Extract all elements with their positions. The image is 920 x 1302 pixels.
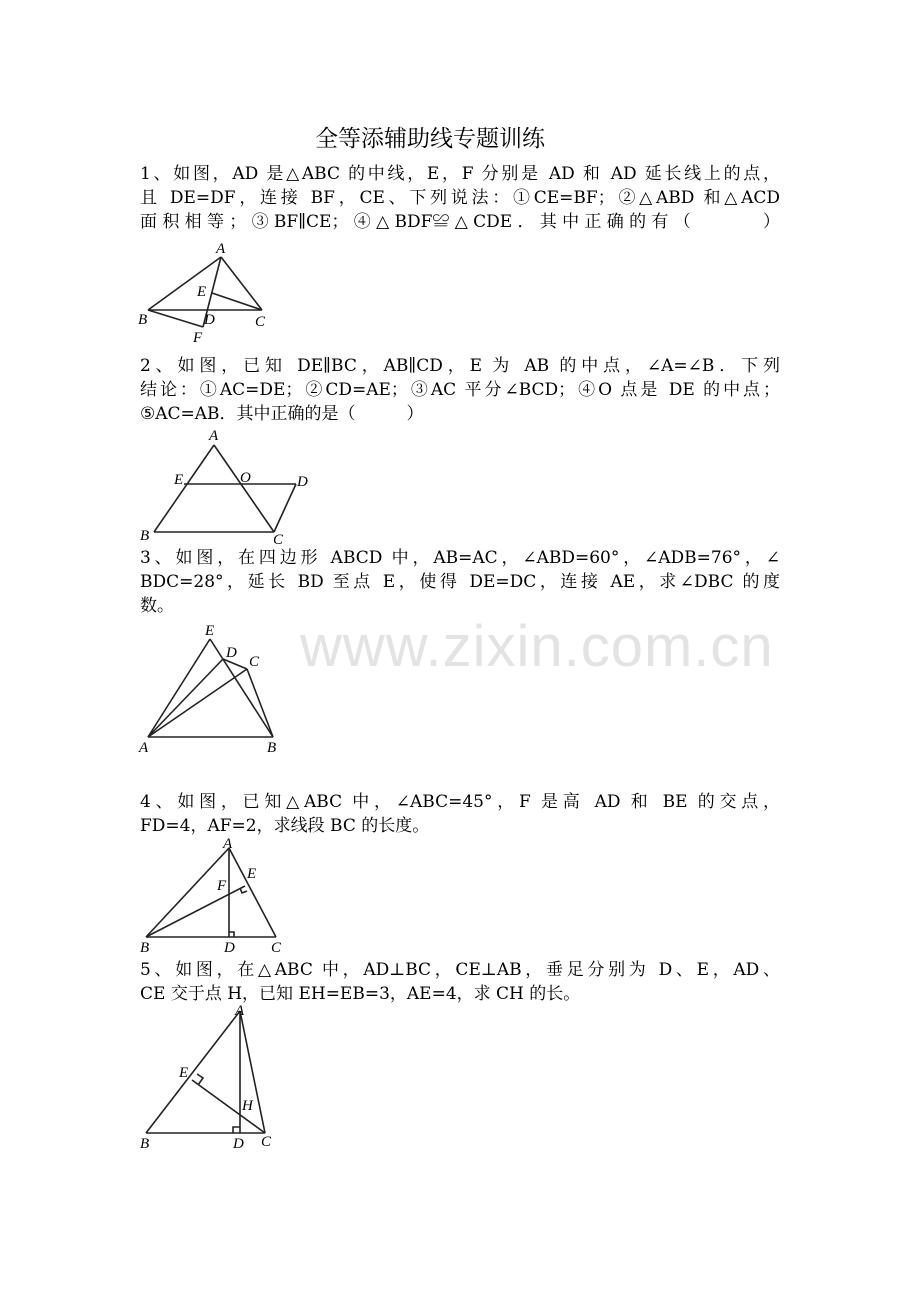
label-C: C — [261, 1134, 272, 1150]
label-E: E — [179, 1065, 189, 1081]
problem-4-line: 4、如图，已知△ABC 中，∠ABC=45°，F 是高 AD 和 BE 的交点， — [140, 792, 780, 812]
figure-1 — [138, 241, 266, 346]
label-O: O — [240, 470, 251, 486]
label-C: C — [271, 940, 282, 956]
label-C: C — [273, 532, 284, 548]
label-H: H — [242, 1098, 253, 1114]
label-B: B — [140, 528, 150, 544]
label-B: B — [140, 1136, 150, 1152]
label-F: F — [217, 878, 227, 894]
label-A: A — [209, 428, 219, 444]
problem-3-line: 3、如图，在四边形 ABCD 中，AB=AC，∠ABD=60°，∠ADB=76°，∠ — [140, 548, 780, 568]
label-D: D — [226, 645, 237, 661]
problem-1-line: 面积相等；③BF∥CE；④△BDF≌△CDE．其中正确的有（ ） — [140, 212, 780, 232]
label-A: A — [139, 740, 149, 756]
label-C: C — [255, 314, 266, 330]
label-B: B — [140, 940, 150, 956]
label-B: B — [267, 740, 277, 756]
label-E: E — [197, 284, 207, 300]
figure-4 — [140, 836, 282, 956]
label-D: D — [233, 1136, 244, 1152]
label-A: A — [216, 241, 226, 257]
page-title: 全等添辅助线专题训练 — [315, 126, 545, 152]
label-E: E — [247, 866, 257, 882]
problem-5-line: CE 交于点 H，已知 EH=EB=3，AE=4，求 CH 的长。 — [140, 984, 581, 1004]
problem-4-line: FD=4，AF=2，求线段 BC 的长度。 — [140, 816, 430, 836]
label-D: D — [224, 940, 235, 956]
label-C: C — [249, 654, 260, 670]
label-D: D — [204, 312, 215, 328]
problem-3-line: 数。 — [140, 596, 174, 616]
label-A: A — [223, 836, 233, 852]
label-F: F — [193, 330, 203, 346]
label-E: E — [205, 623, 215, 639]
problem-1-line: 1、如图，AD 是△ABC 的中线，E，F 分别是 AD 和 AD 延长线上的点， — [140, 164, 780, 184]
problem-5-line: 5、如图，在△ABC 中，AD⊥BC，CE⊥AB，垂足分别为 D、E，AD、 — [140, 960, 780, 980]
figure-5 — [140, 1003, 272, 1152]
problem-2-line: 2、如图，已知 DE∥BC，AB∥CD，E 为 AB 的中点，∠A=∠B．下列 — [140, 356, 780, 376]
problem-3-line: BDC=28°，延长 BD 至点 E，使得 DE=DC，连接 AE，求∠DBC 的度 — [140, 572, 780, 592]
label-D: D — [297, 474, 308, 490]
problem-1-line: 且 DE=DF，连接 BF，CE、下列说法：①CE=BF；②△ABD 和△ACD — [140, 188, 780, 208]
label-A: A — [235, 1003, 245, 1019]
label-E: E — [174, 472, 184, 488]
watermark: www.zixin.com.cn — [300, 614, 774, 679]
label-B: B — [138, 312, 148, 328]
figure-3 — [138, 623, 276, 756]
figure-2 — [140, 428, 308, 548]
problem-2-line: 结论：①AC=DE；②CD=AE；③AC 平分∠BCD；④O 点是 DE 的中点； — [140, 380, 780, 400]
problem-2-line: ⑤AC=AB．其中正确的是（ ） — [140, 404, 424, 424]
